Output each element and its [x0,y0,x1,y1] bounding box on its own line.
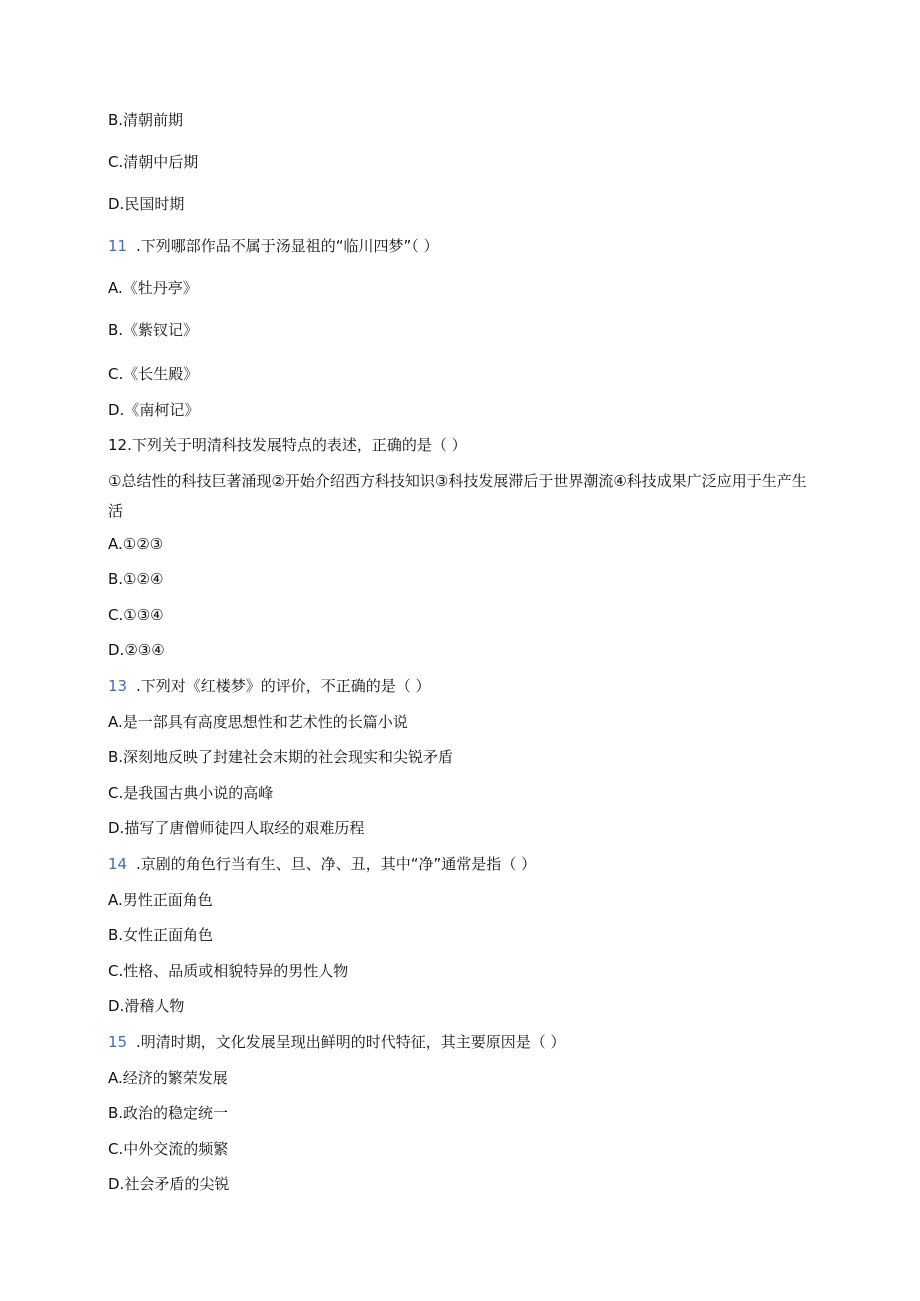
question-number: 13 [108,677,128,695]
option-q15-a: A.经济的繁荣发展 [108,1069,228,1087]
option-q15-c: C.中外交流的频繁 [108,1140,229,1158]
option-q14-d: D.滑稽人物 [108,997,185,1015]
option-q12-c: C.①③④ [108,606,164,624]
question-13 [108,675,431,697]
question-number: 14 [108,855,128,873]
option-q12-b: B.①②④ [108,570,164,588]
question-number: 11 [108,237,128,255]
question-12-statements: ①总结性的科技巨著涌现②开始介绍西方科技知识③科技发展滞后于世界潮流④科技成果广泛应用于生产生活 [108,472,807,520]
option-q15-b: B.政治的稳定统一 [108,1104,229,1122]
option-q15-d: D.社会矛盾的尖锐 [108,1175,230,1193]
option-q10-d: D.民国时期 [108,195,185,213]
option-q13-d: D.描写了唐僧师徒四人取经的艰难历程 [108,819,365,837]
option-q12-a: A.①②③ [108,535,164,553]
question-15 [108,1031,566,1053]
option-q11-b: B.《紫钗记》 [108,321,199,339]
option-q13-c: C.是我国古典小说的高峰 [108,784,274,802]
option-q13-a: A.是一部具有高度思想性和艺术性的长篇小说 [108,713,408,731]
option-q10-c: C.清朝中后期 [108,153,199,171]
question-stem: .京剧的角色行当有生、旦、净、丑，其中“净”通常是指（ ） [136,855,537,873]
option-q11-d: D.《南柯记》 [108,401,200,419]
question-14 [108,853,536,875]
option-q12-d: D.②③④ [108,641,165,659]
option-q10-b: B.清朝前期 [108,111,184,129]
option-q13-b: B.深刻地反映了封建社会末期的社会现实和尖锐矛盾 [108,748,454,766]
question-stem: .下列哪部作品不属于汤显祖的“临川四梦”（ ） [136,237,439,255]
question-12: 12.下列关于明清科技发展特点的表述，正确的是（ ） [108,436,467,454]
question-stem: .明清时期，文化发展呈现出鲜明的时代特征，其主要原因是（ ） [136,1033,566,1051]
option-q14-c: C.性格、品质或相貌特异的男性人物 [108,962,349,980]
option-q14-b: B.女性正面角色 [108,926,214,944]
option-q14-a: A.男性正面角色 [108,891,213,909]
question-stem: .下列对《红楼梦》的评价，不正确的是（ ） [136,677,431,695]
option-q11-a: A.《牡丹亭》 [108,279,198,297]
question-11 [108,235,439,257]
option-q11-c: C.《长生殿》 [108,365,199,383]
question-number: 15 [108,1033,128,1051]
